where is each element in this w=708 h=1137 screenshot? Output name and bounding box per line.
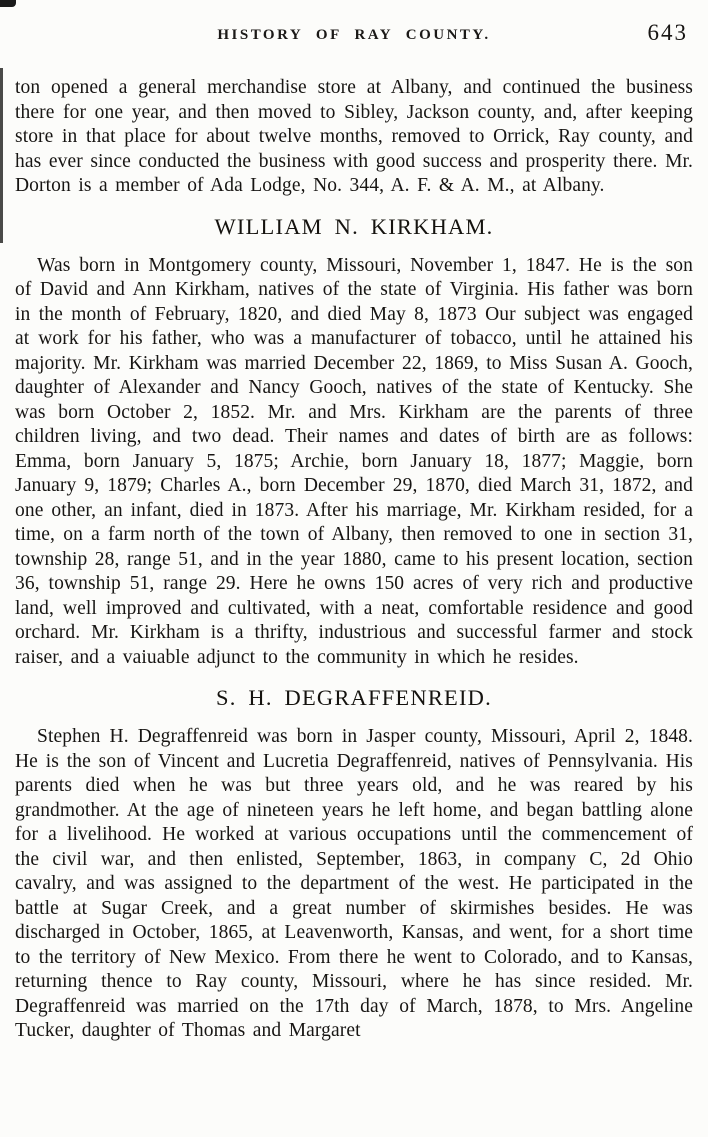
running-head — [16, 0, 692, 49]
paragraph-degraffenreid-biography: Stephen H. Degraffenreid was born in Jasper county, Missouri, April 2, 1848. He is the son of Vincent and Lucretia Degraffenreid, natives of Pennsylvania. His parents died when he was but three years old, and he was reared by his grandmother. At the age of nineteen years he left home, and began battling alone for a livelihood. He worked at various occupations until the commencement of the civil war, and then enlisted, September, 1863, in company C, 2d Ohio cavalry, and was assigned to the department of the west. He participated in the battle at Sugar Creek, and a great number of skirmishes besides. He was discharged in October, 1865, at Leavenworth, Kansas, and went, for a short time to the territory of New Mexico. From there he went to Colorado, and to Kansas, returning thence to Ray county, Missouri, where he has since resided. Mr. Degraffenreid was married on the 17th day of March, 1878, to Mrs. Angeline Tucker, daughter of Thomas and Margaret — [15, 726, 693, 1041]
scan-edge-artifact — [0, 68, 3, 243]
heading-william-n-kirkham: WILLIAM N. KIRKHAM. — [214, 213, 494, 239]
running-head-title: HISTORY OF RAY COUNTY. — [217, 27, 491, 43]
page-body — [15, 76, 693, 1044]
page-number: 643 — [647, 20, 688, 45]
paragraph-dorton-continuation: ton opened a general merchandise store at Albany, and continued the business there for one year, and then moved to Sibley, Jackson county, and, after keeping store in that place for about twelve months, removed to Orrick, Ray county, and has ever since conducted the business with good success and prosperity there. Mr. Dorton is a member of Ada Lodge, No. 344, A. F. & A. M., at Albany. — [15, 77, 693, 196]
paragraph-kirkham-biography: Was born in Montgomery county, Missouri, November 1, 1847. He is the son of David and Ann Kirkham, natives of the state of Virginia. His father was born in the month of February, 1820, and died May 8, 1873 Our subject was engaged at work for his father, who was a manufacturer of tobacco, until he attained his majority. Mr. Kirkham was married December 22, 1869, to Miss Susan A. Gooch, daughter of Alexander and Nancy Gooch, natives of the state of Kentucky. She was born October 2, 1852. Mr. and Mrs. Kirkham are the parents of three children living, and two dead. Their names and dates of birth are as follows: Emma, born January 5, 1875; Archie, born January 18, 1877; Maggie, born January 9, 1879; Charles A., born December 29, 1870, died March 31, 1872, and one other, an infant, died in 1873. After his marriage, Mr. Kirkham resided, for a time, on a farm north of the town of Albany, then removed to one in section 31, township 28, range 51, and in the year 1880, came to his present location, section 36, township 51, range 29. Here he owns 150 acres of very rich and productive land, well improved and cultivated, with a neat, comfortable residence and good orchard. Mr. Kirkham is a thrifty, industrious and successful farmer and stock raiser, and a vaiuable adjunct to the community in which he resides. — [15, 254, 693, 668]
scan-corner-artifact — [0, 0, 16, 7]
heading-s-h-degraffenreid: S. H. DEGRAFFENREID. — [216, 685, 492, 710]
